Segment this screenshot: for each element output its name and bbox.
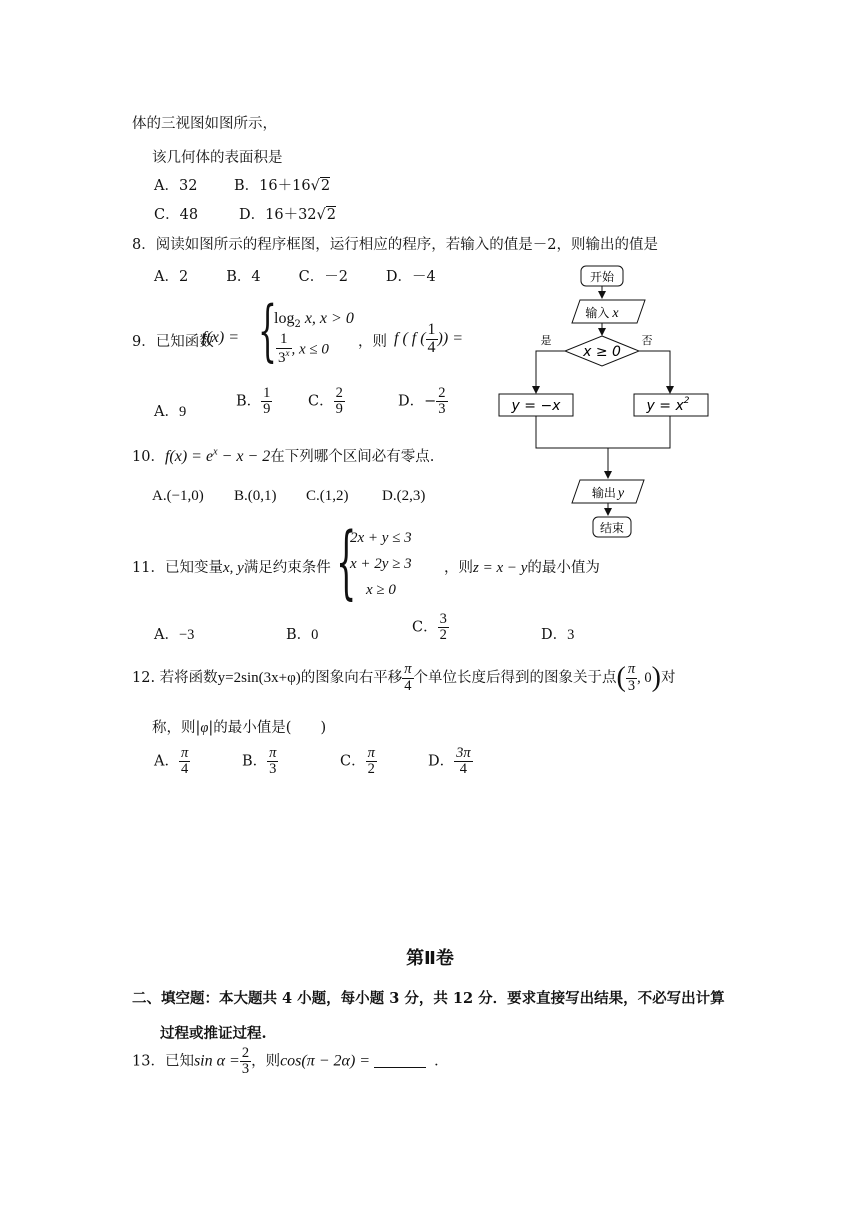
q11-option-d: D．3 — [541, 627, 575, 643]
q8-text: 8．阅读如图所示的程序框图，运行相应的程序，若输入的值是－2，则输出的值是 — [132, 237, 658, 253]
part2-section-line2: 过程或推证过程. — [160, 1025, 267, 1042]
q13-answer-blank[interactable] — [374, 1055, 426, 1068]
q8-option-d: D．－4 — [385, 269, 436, 285]
q11-option-b: B．0 — [286, 627, 319, 643]
q7-line2: 该几何体的表面积是 — [152, 150, 283, 166]
q11-options — [154, 612, 574, 644]
q12-option-d: D． $\frac{3\pi}{4}$ — [428, 745, 471, 778]
flow-right-label: $y = x^2$ — [646, 396, 690, 414]
q7-option-c: C．48 — [154, 207, 199, 223]
q8-option-a: A．2 — [154, 269, 189, 285]
q11-option-c: C． $\frac{3}{2}$ — [412, 611, 447, 644]
q12-line2: 称，则|φ|的最小值是( ) — [152, 720, 327, 736]
flow-output-label: 输出 y — [591, 486, 625, 501]
q9-label: 9．已知函数 — [132, 334, 214, 350]
flow-end-label: 结束 — [599, 521, 625, 535]
q9-case2: $\frac{1}{3^x}$ , x ≤ 0 — [278, 331, 329, 366]
q11-tail: ，则z = x − y的最小值为 — [444, 560, 600, 576]
q11-brace: { — [336, 515, 357, 608]
q12-option-c: C． $\frac{\pi}{2}$ — [340, 745, 375, 778]
q12-option-a: A． $\frac{\pi}{4}$ — [154, 745, 189, 778]
q13-line: 13．已知sin α = $\frac{2}{3}$ ，则cos(π − 2α) = ． — [132, 1045, 449, 1078]
q10-option-c: C.(1,2) — [306, 488, 349, 504]
q9-option-d: D．− $\frac{2}{3}$ — [398, 385, 446, 418]
q12-options — [154, 746, 473, 777]
program-flowchart — [490, 262, 710, 542]
flow-yes-label: 是 — [540, 334, 552, 347]
q11-constraint-3: x ≥ 0 — [366, 582, 396, 598]
q7-option-d: D．16＋32√2 — [239, 207, 337, 223]
q11-constraint-2: x + 2y ≥ 3 — [350, 556, 412, 572]
q11-label-line: 11．已知变量x, y满足约束条件 — [132, 560, 331, 576]
q12-option-b: B． $\frac{\pi}{3}$ — [242, 745, 277, 778]
flow-start-label: 开始 — [589, 270, 615, 284]
q9-fx: f(x) = — [202, 329, 239, 346]
flow-left-label: y = −x — [511, 398, 561, 414]
q10-option-b: B.(0,1) — [234, 488, 277, 504]
flow-input-label: 输入 x — [585, 306, 619, 321]
q8-option-c: C．－2 — [298, 269, 348, 285]
q9-query: f ( f ( $\frac{1}{4}$ )) = — [394, 321, 463, 356]
q10-options — [152, 488, 425, 505]
flow-condition-label: x ≥ 0 — [583, 344, 621, 360]
q7-option-b: B．16＋16√2 — [234, 178, 331, 194]
q7-options-row2 — [154, 203, 336, 224]
q10-option-a: A.(−1,0) — [152, 488, 204, 504]
q12-line1: 12. 若将函数y=2sin(3x+φ)的图象向右平移 $\frac{\pi}{4}$ 个单位长度后得到的图象关于点( $\frac{\pi}{3}$ , 0)对 — [132, 661, 676, 694]
q10-option-d: D.(2,3) — [382, 488, 426, 504]
part2-section-line1: 二、填空题：本大题共 4 小题，每小题 3 分，共 12 分．要求直接写出结果，不必写出计算 — [132, 990, 725, 1007]
q8-option-b: B．4 — [226, 269, 261, 285]
q9-brace: { — [258, 292, 277, 369]
q7-line1: 体的三视图如图所示， — [132, 116, 277, 132]
q9-case1: $\log_2 x$, x > 0 — [274, 310, 354, 331]
q7-option-a: A．32 — [154, 178, 198, 194]
q9-option-b: B． $\frac{1}{9}$ — [236, 385, 271, 418]
part2-title: 第Ⅱ卷 — [406, 948, 454, 969]
q10-line: 10．$f(x) = e^x - x - 2$在下列哪个区间必有零点. — [132, 446, 435, 465]
q9-option-a: A．9 — [154, 404, 187, 420]
q8-options — [154, 265, 476, 286]
q7-options-row1 — [154, 174, 330, 195]
flow-no-label: 否 — [641, 334, 653, 347]
q9-then: ，则 — [358, 334, 387, 350]
q11-constraint-1: 2x + y ≤ 3 — [350, 530, 412, 546]
q9-options — [154, 386, 448, 421]
q9-option-c: C． $\frac{2}{9}$ — [308, 385, 343, 418]
q11-option-a: A．−3 — [154, 627, 195, 643]
